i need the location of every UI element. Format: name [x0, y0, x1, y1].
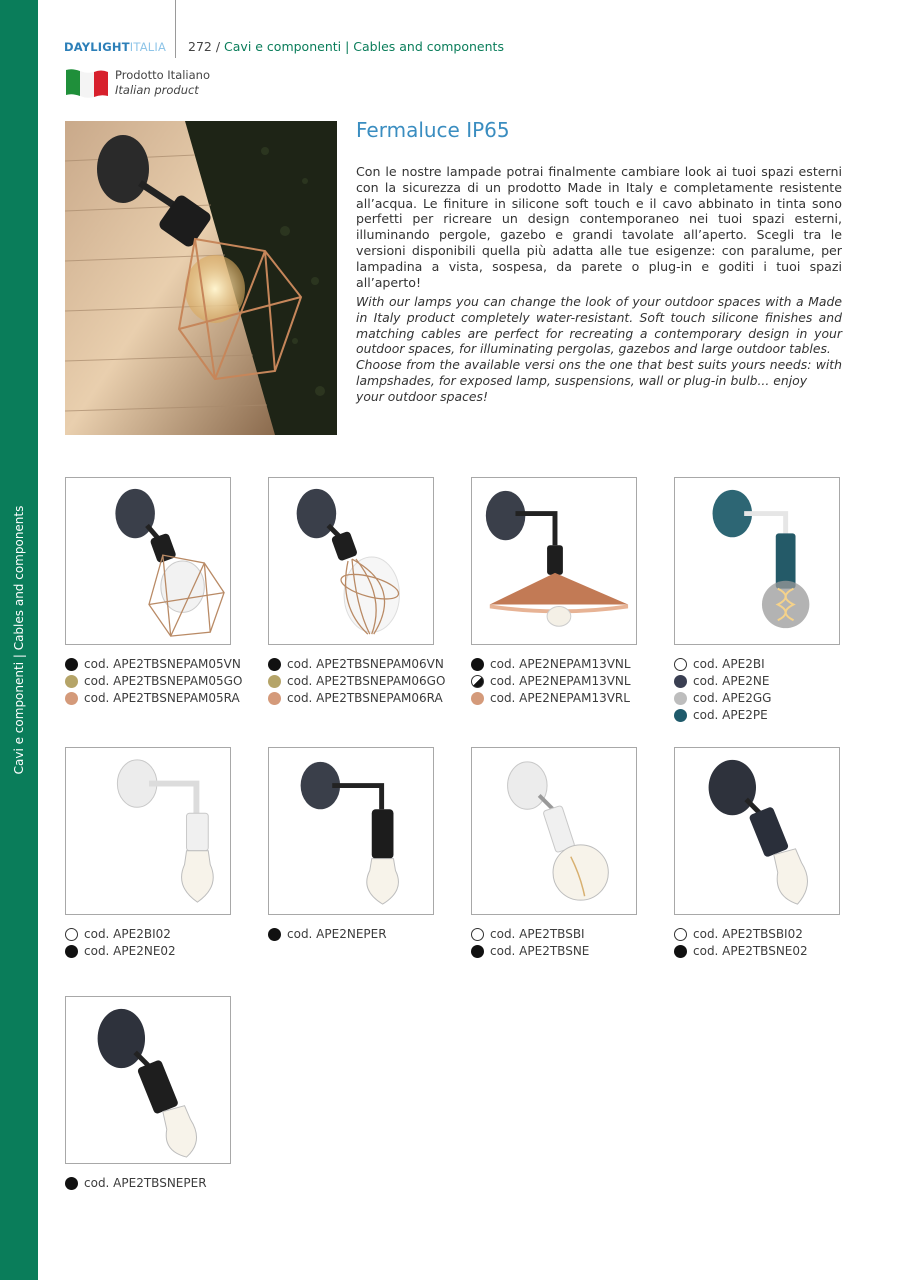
swatch — [268, 928, 281, 941]
code-row — [65, 1175, 265, 1192]
page-header — [188, 39, 504, 54]
product-code: cod. APE2NEPAM13VNL — [490, 674, 631, 688]
swatch — [471, 658, 484, 671]
product-code: cod. APE2TBSNEPAM06VN — [287, 657, 444, 671]
product-image — [65, 477, 231, 645]
swatch — [471, 928, 484, 941]
product-codes — [65, 656, 265, 707]
swatch — [65, 928, 78, 941]
code-row — [268, 656, 468, 673]
code-row — [674, 690, 874, 707]
code-row — [471, 690, 671, 707]
code-row — [65, 943, 265, 960]
swatch — [268, 675, 281, 688]
swatch — [674, 692, 687, 705]
product-code: cod. APE2TBSNE02 — [693, 944, 808, 958]
article-description-en-1: With our lamps you can change the look of your outdoor spaces with a Made in Italy product completely water-resistant. Soft touch silicone finishes and matching cables are perfect for recreating a contemporary design in your outdoor spaces, for illuminating pergolas, gazebos and large outdoor tables. — [356, 294, 842, 357]
product-codes — [674, 926, 874, 960]
product-code: cod. APE2NEPAM13VRL — [490, 691, 630, 705]
brand-light: ITALIA — [129, 40, 167, 54]
header-separator: / — [211, 39, 225, 54]
swatch — [65, 692, 78, 705]
code-row — [65, 926, 265, 943]
code-row — [65, 656, 265, 673]
swatch — [65, 658, 78, 671]
article-description-en-2: Choose from the available versi ons the one that best suits yours needs: with lampshades, for exposed lamp, suspensions, wall or plug-in bulb... enjoy — [356, 357, 842, 388]
product-code: cod. APE2NEPER — [287, 927, 387, 941]
product-code: cod. APE2TBSNEPER — [84, 1176, 207, 1190]
header-divider — [175, 0, 176, 58]
origin-label — [115, 68, 210, 98]
swatch — [674, 675, 687, 688]
article-description-en-3: your outdoor spaces! — [356, 388, 488, 404]
product-image — [268, 747, 434, 915]
code-row — [471, 943, 671, 960]
code-row — [471, 673, 671, 690]
product-image — [65, 747, 231, 915]
side-band-label: Cavi e componenti | Cables and components — [12, 505, 26, 775]
product-code: cod. APE2TBSBI — [490, 927, 585, 941]
product-codes — [471, 926, 671, 960]
code-row — [674, 707, 874, 724]
origin-label-it: Prodotto Italiano — [115, 68, 210, 82]
product-code: cod. APE2NE — [693, 674, 770, 688]
code-row — [471, 656, 671, 673]
code-row — [471, 926, 671, 943]
italian-flag-icon — [64, 66, 110, 98]
product-code: cod. APE2BI02 — [84, 927, 171, 941]
code-row — [674, 673, 874, 690]
product-code: cod. APE2TBSBI02 — [693, 927, 803, 941]
product-code: cod. APE2TBSNEPAM06GO — [287, 674, 446, 688]
product-image — [471, 477, 637, 645]
code-row — [65, 690, 265, 707]
product-codes — [65, 1175, 265, 1192]
swatch — [471, 692, 484, 705]
code-row — [65, 673, 265, 690]
swatch — [65, 945, 78, 958]
product-code: cod. APE2GG — [693, 691, 772, 705]
brand-bold: DAYLIGHT — [64, 40, 130, 54]
swatch — [471, 945, 484, 958]
page-number: 272 — [188, 39, 212, 54]
product-code: cod. APE2TBSNEPAM06RA — [287, 691, 443, 705]
swatch — [674, 928, 687, 941]
code-row — [674, 943, 874, 960]
swatch — [65, 1177, 78, 1190]
article-description-it: Con le nostre lampade potrai finalmente cambiare look ai tuoi spazi esterni con la sicurezza di un prodotto Made in Italy e completamente resistente all’acqua. Le finiture in silicone soft touch e il cavo abbinato in tinta sono perfetti per ricreare un design contemporaneo nei tuoi spazi esterni, illuminando pergole, gazebo e grandi tavolate all’aperto. Scegli tra le versioni disponibili quella più adatta alle tue esigenze: con paralume, per lampadina a vista, sospesa, da parete o plug-in e goditi i tuoi spazi all’aperto! — [356, 164, 842, 290]
code-row — [674, 656, 874, 673]
product-codes — [268, 656, 468, 707]
product-codes — [65, 926, 265, 960]
product-code: cod. APE2TBSNEPAM05RA — [84, 691, 240, 705]
product-code: cod. APE2PE — [693, 708, 768, 722]
swatch — [268, 692, 281, 705]
product-codes — [674, 656, 874, 724]
swatch — [268, 658, 281, 671]
origin-label-en: Italian product — [115, 83, 199, 97]
swatch — [471, 675, 484, 688]
side-band — [0, 0, 38, 1280]
section-title: Cavi e componenti | Cables and components — [224, 39, 504, 54]
product-code: cod. APE2BI — [693, 657, 765, 671]
product-code: cod. APE2NEPAM13VNL — [490, 657, 631, 671]
code-row — [268, 673, 468, 690]
product-code: cod. APE2TBSNEPAM05GO — [84, 674, 243, 688]
article-title: Fermaluce IP65 — [356, 118, 510, 142]
product-codes — [268, 926, 468, 943]
product-image — [674, 747, 840, 915]
code-row — [268, 690, 468, 707]
product-code: cod. APE2TBSNEPAM05VN — [84, 657, 241, 671]
swatch — [674, 658, 687, 671]
product-codes — [471, 656, 671, 707]
swatch — [674, 709, 687, 722]
article-description-en — [356, 294, 842, 405]
product-image — [268, 477, 434, 645]
code-row — [268, 926, 468, 943]
swatch — [674, 945, 687, 958]
product-code: cod. APE2NE02 — [84, 944, 176, 958]
product-image — [471, 747, 637, 915]
brand-logo — [64, 40, 166, 54]
product-image — [674, 477, 840, 645]
hero-photo — [65, 121, 337, 435]
product-image — [65, 996, 231, 1164]
product-code: cod. APE2TBSNE — [490, 944, 590, 958]
code-row — [674, 926, 874, 943]
swatch — [65, 675, 78, 688]
